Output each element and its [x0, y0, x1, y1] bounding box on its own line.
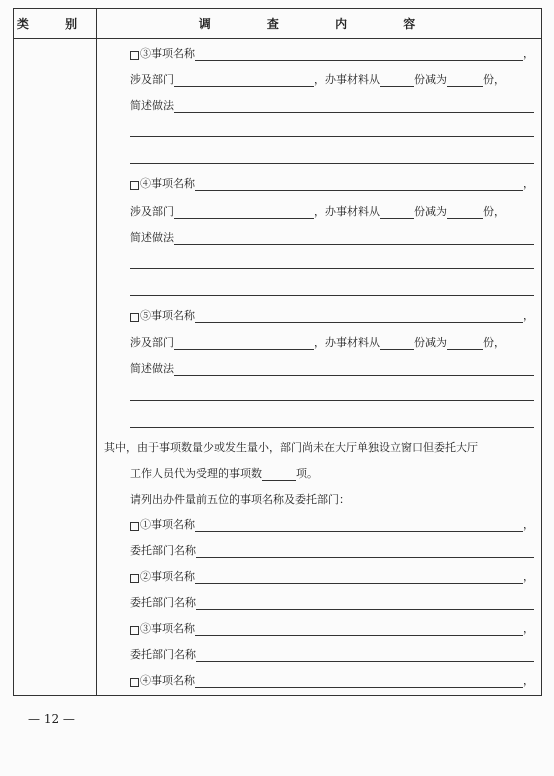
comma: ， [523, 309, 534, 322]
top-item-3-name-row [130, 620, 534, 636]
delegate-dept-label: 委托部门名称 [130, 544, 196, 557]
comma: ， [523, 674, 534, 687]
item-name-blank[interactable] [195, 674, 523, 688]
checkbox[interactable] [130, 678, 139, 687]
materials-from-blank[interactable] [380, 336, 414, 350]
method-blank-line[interactable] [130, 163, 534, 164]
page-number: — 12 — [28, 712, 75, 726]
dept-blank[interactable] [174, 205, 314, 219]
top-item-1-name-row [130, 516, 534, 532]
delegate-dept-blank[interactable] [196, 648, 534, 662]
item-name-label: ①事项名称 [140, 518, 195, 531]
item-name-blank[interactable] [195, 518, 523, 532]
delegated-count-blank[interactable] [262, 467, 296, 481]
method-label: 简述做法 [130, 99, 174, 112]
item-name-label: ③事项名称 [140, 47, 195, 60]
checkbox[interactable] [130, 626, 139, 635]
materials-from-blank[interactable] [380, 73, 414, 87]
materials-to-blank[interactable] [447, 336, 483, 350]
category-header: 类 别 [16, 17, 94, 31]
comma: ， [523, 518, 534, 531]
column-divider [96, 9, 97, 695]
top-item-2-name-row [130, 568, 534, 584]
item-3-method-row [130, 97, 534, 113]
dept-label: 涉及部门 [130, 336, 174, 349]
comma: ， [523, 47, 534, 60]
item-name-label: ③事项名称 [140, 622, 195, 635]
dept-label: 涉及部门 [130, 205, 174, 218]
method-label: 简述做法 [130, 231, 174, 244]
delegation-para-line1: 其中，由于事项数量少或发生量小，部门尚未在大厅单独设立窗口但委托大厅 [104, 441, 478, 454]
unit-label: 份， [483, 205, 505, 218]
item-3-name-row [130, 45, 534, 61]
item-name-blank[interactable] [195, 622, 523, 636]
materials-label: ，办事材料从 [314, 73, 380, 86]
item-name-label: ⑤事项名称 [140, 309, 195, 322]
item-name-blank[interactable] [195, 309, 523, 323]
checkbox[interactable] [130, 522, 139, 531]
reduce-label: 份减为 [414, 73, 447, 86]
method-label: 简述做法 [130, 362, 174, 375]
method-blank-line[interactable] [130, 295, 534, 296]
reduce-label: 份减为 [414, 336, 447, 349]
item-3-dept-row [130, 71, 540, 87]
item-5-name-row [130, 307, 534, 323]
method-blank-line[interactable] [130, 268, 534, 269]
delegation-para-unit: 项。 [296, 467, 318, 480]
materials-label: ，办事材料从 [314, 336, 380, 349]
item-name-label: ④事项名称 [140, 177, 195, 190]
unit-label: 份， [483, 336, 505, 349]
materials-to-blank[interactable] [447, 73, 483, 87]
delegate-dept-blank[interactable] [196, 596, 534, 610]
table-header [14, 9, 541, 39]
method-blank[interactable] [174, 362, 534, 376]
top-item-2-dept-row [130, 594, 534, 610]
unit-label: 份， [483, 73, 505, 86]
dept-label: 涉及部门 [130, 73, 174, 86]
checkbox[interactable] [130, 181, 139, 190]
item-4-method-row [130, 229, 534, 245]
checkbox[interactable] [130, 313, 139, 322]
materials-to-blank[interactable] [447, 205, 483, 219]
item-name-label: ②事项名称 [140, 570, 195, 583]
delegate-dept-label: 委托部门名称 [130, 648, 196, 661]
method-blank[interactable] [174, 231, 534, 245]
method-blank-line[interactable] [130, 400, 534, 401]
comma: ， [523, 622, 534, 635]
method-blank-line[interactable] [130, 136, 534, 137]
item-name-blank[interactable] [195, 47, 523, 61]
survey-table [13, 8, 542, 696]
item-name-label: ④事项名称 [140, 674, 195, 687]
reduce-label: 份减为 [414, 205, 447, 218]
method-blank-line[interactable] [130, 427, 534, 428]
dept-blank[interactable] [174, 336, 314, 350]
dept-blank[interactable] [174, 73, 314, 87]
item-name-blank[interactable] [195, 177, 523, 191]
item-name-blank[interactable] [195, 570, 523, 584]
item-4-dept-row [130, 203, 540, 219]
delegation-para-text: 工作人员代为受理的事项数 [130, 467, 262, 480]
top-item-3-dept-row [130, 646, 534, 662]
content-header: 调 查 内 容 [198, 17, 442, 31]
item-5-dept-row [130, 334, 540, 350]
top-item-1-dept-row [130, 542, 534, 558]
method-blank[interactable] [174, 99, 534, 113]
checkbox[interactable] [130, 51, 139, 60]
top-item-4-name-row [130, 672, 534, 688]
item-4-name-row [130, 175, 534, 191]
checkbox[interactable] [130, 574, 139, 583]
top5-instruction: 请列出办件量前五位的事项名称及委托部门： [130, 493, 350, 506]
comma: ， [523, 177, 534, 190]
comma: ， [523, 570, 534, 583]
delegation-para-line2 [130, 465, 318, 481]
materials-from-blank[interactable] [380, 205, 414, 219]
item-5-method-row [130, 360, 534, 376]
delegate-dept-label: 委托部门名称 [130, 596, 196, 609]
delegate-dept-blank[interactable] [196, 544, 534, 558]
materials-label: ，办事材料从 [314, 205, 380, 218]
